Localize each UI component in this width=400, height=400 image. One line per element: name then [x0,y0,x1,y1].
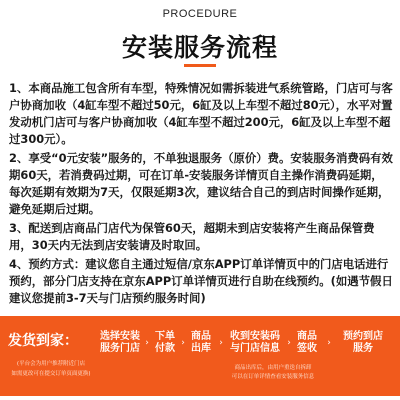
arrow-right-icon: › [145,338,149,348]
term-4: 4、预约方式：建议您自主通过短信/京东APP订单详情页中的门店电话进行预约，部分门店支持在京东APP订单详情页进行自助在线预约。(如遇节假日建议您提前3-7天与门店预约服务时间) [9,257,393,305]
page-title: 安装服务流程 [121,33,278,62]
step-place-order [152,328,178,358]
process-flow-banner [0,316,400,396]
step-receive-code [226,328,284,358]
flow-sub-note-line-1: 商品出库后，由用户重迭自拆卸 [234,365,312,371]
procedure-eyebrow: PROCEDURE [162,8,238,20]
step-line: 商品 [191,331,211,342]
step-line: 服务门店 [100,343,140,354]
flow-label: 发货到家： [8,333,78,349]
flow-note-line-2: 如需更改可在提交订单页面更换) [11,371,91,377]
step-line: 服务 [353,343,373,354]
arrow-right-icon: › [181,338,185,348]
term-1: 1、本商品施工包含所有车型，特殊情况如需拆装进气系统管路，门店可与客户协商加收（4缸车型不超过50元，6缸及以上车型不超过80元），水平对置发动机门店可与客户协商加收（4缸车型不超过200元，6缸及以上车型不超过300元）。 [9,81,393,146]
flow-steps [98,328,398,358]
step-line: 与门店信息 [230,343,280,354]
step-line: 签收 [297,343,317,354]
step-line: 付款 [155,343,175,354]
step-line: 预约到店 [343,331,383,342]
step-line: 商品 [297,331,317,342]
arrow-right-icon: › [287,338,291,348]
step-sign-for [294,328,320,358]
service-terms [9,80,393,307]
flow-note-line-1: (平台会为用户推荐附近门店 [16,361,86,367]
title-underline [184,64,216,67]
step-book-service [338,328,388,358]
flow-sub-note-line-2: 可以在订单详情查看安装服务信息 [231,374,315,380]
step-line: 下单 [155,331,175,342]
step-select-store [98,328,142,358]
arrow-right-icon: › [219,338,223,348]
term-3: 3、配送到店商品门店代为保管60天，超期未到店安装将产生商品保管费用，30天内无法到店安装请及时取回。 [9,221,375,252]
step-line: 收到安装码 [230,331,280,342]
step-line: 选择安装 [100,331,140,342]
step-ship-out [188,328,214,358]
step-line: 出库 [191,343,211,354]
arrow-right-icon: › [327,338,331,348]
term-2: 2、享受“0元安装”服务的，不单独退服务（原价）费。安装服务消费码有效期60天，若消费码过期，可在订单-安装服务详情页自主操作消费码延期，每次延期有效期为7天，仅限延期3次，建议结合自己的到店时间操作延期，避免延期后过期。 [9,151,393,216]
